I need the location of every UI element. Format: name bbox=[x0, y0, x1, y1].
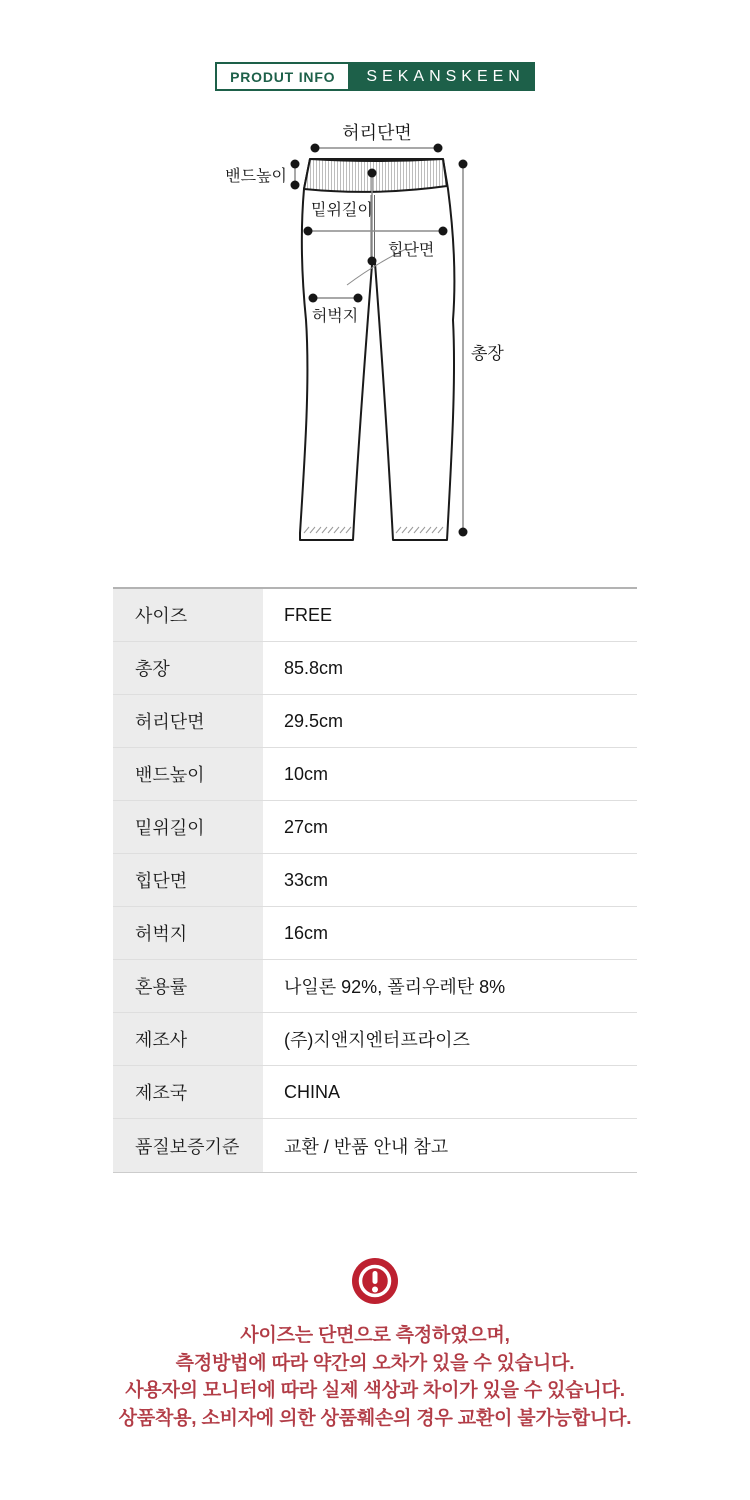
row-label: 혼용률 bbox=[113, 960, 263, 1012]
product-info-label: PRODUT INFO bbox=[215, 62, 350, 91]
diagram-label-total-length: 총장 bbox=[471, 344, 504, 363]
exclamation-circle-icon bbox=[352, 1258, 398, 1304]
warning-line: 사이즈는 단면으로 측정하였으며, bbox=[240, 1325, 510, 1346]
table-row bbox=[113, 960, 637, 1013]
row-label: 품질보증기준 bbox=[113, 1119, 263, 1172]
row-value: 29.5cm bbox=[284, 710, 344, 731]
table-row bbox=[113, 748, 637, 801]
table-row bbox=[113, 854, 637, 907]
row-label: 사이즈 bbox=[113, 589, 263, 641]
table-row bbox=[113, 1119, 637, 1172]
row-label: 제조국 bbox=[113, 1066, 263, 1118]
row-label: 밑위길이 bbox=[113, 801, 263, 853]
warning-line: 측정방법에 따라 약간의 오차가 있을 수 있습니다. bbox=[175, 1352, 575, 1374]
row-label: 힙단면 bbox=[113, 854, 263, 906]
row-value: 33cm bbox=[284, 869, 329, 890]
row-label: 허벅지 bbox=[113, 907, 263, 959]
table-row bbox=[113, 642, 637, 695]
table-row bbox=[113, 1013, 637, 1066]
brand-logo: SEKANSKEEN bbox=[350, 62, 534, 91]
table-row bbox=[113, 907, 637, 960]
diagram-label-hip: 힙단면 bbox=[388, 242, 435, 259]
row-value: 27cm bbox=[284, 816, 329, 837]
diagram-label-waist: 허리단면 bbox=[342, 123, 412, 143]
row-label: 허리단면 bbox=[113, 695, 263, 747]
diagram-label-band-height: 밴드높이 bbox=[225, 168, 287, 185]
row-value: 10cm bbox=[284, 763, 329, 784]
diagram-label-crotch-length: 밑위길이 bbox=[311, 202, 373, 219]
row-value: CHINA bbox=[284, 1081, 341, 1102]
table-row bbox=[113, 589, 637, 642]
row-value: 나일론 92%, 폴리우레탄 8% bbox=[284, 977, 506, 997]
header-badge bbox=[0, 62, 750, 91]
warning-notice bbox=[0, 1322, 750, 1432]
warning-line: 사용자의 모니터에 따라 실제 색상과 차이가 있을 수 있습니다. bbox=[125, 1380, 625, 1401]
diagram-label-thigh: 허벅지 bbox=[311, 308, 359, 325]
table-row bbox=[113, 801, 637, 854]
row-label: 제조사 bbox=[113, 1013, 263, 1065]
row-value: 교환 / 반품 안내 참고 bbox=[284, 1136, 449, 1157]
pants-size-diagram bbox=[225, 115, 515, 565]
warning-line: 상품착용, 소비자에 의한 상품훼손의 경우 교환이 불가능합니다. bbox=[118, 1407, 632, 1429]
table-row bbox=[113, 1066, 637, 1119]
row-label: 총장 bbox=[113, 642, 263, 694]
row-value: 85.8cm bbox=[284, 657, 344, 678]
table-row bbox=[113, 695, 637, 748]
row-value: FREE bbox=[284, 604, 333, 625]
size-spec-table bbox=[113, 587, 637, 1173]
row-value: (주)지앤지엔터프라이즈 bbox=[284, 1030, 470, 1050]
row-value: 16cm bbox=[284, 922, 329, 943]
row-label: 밴드높이 bbox=[113, 748, 263, 800]
